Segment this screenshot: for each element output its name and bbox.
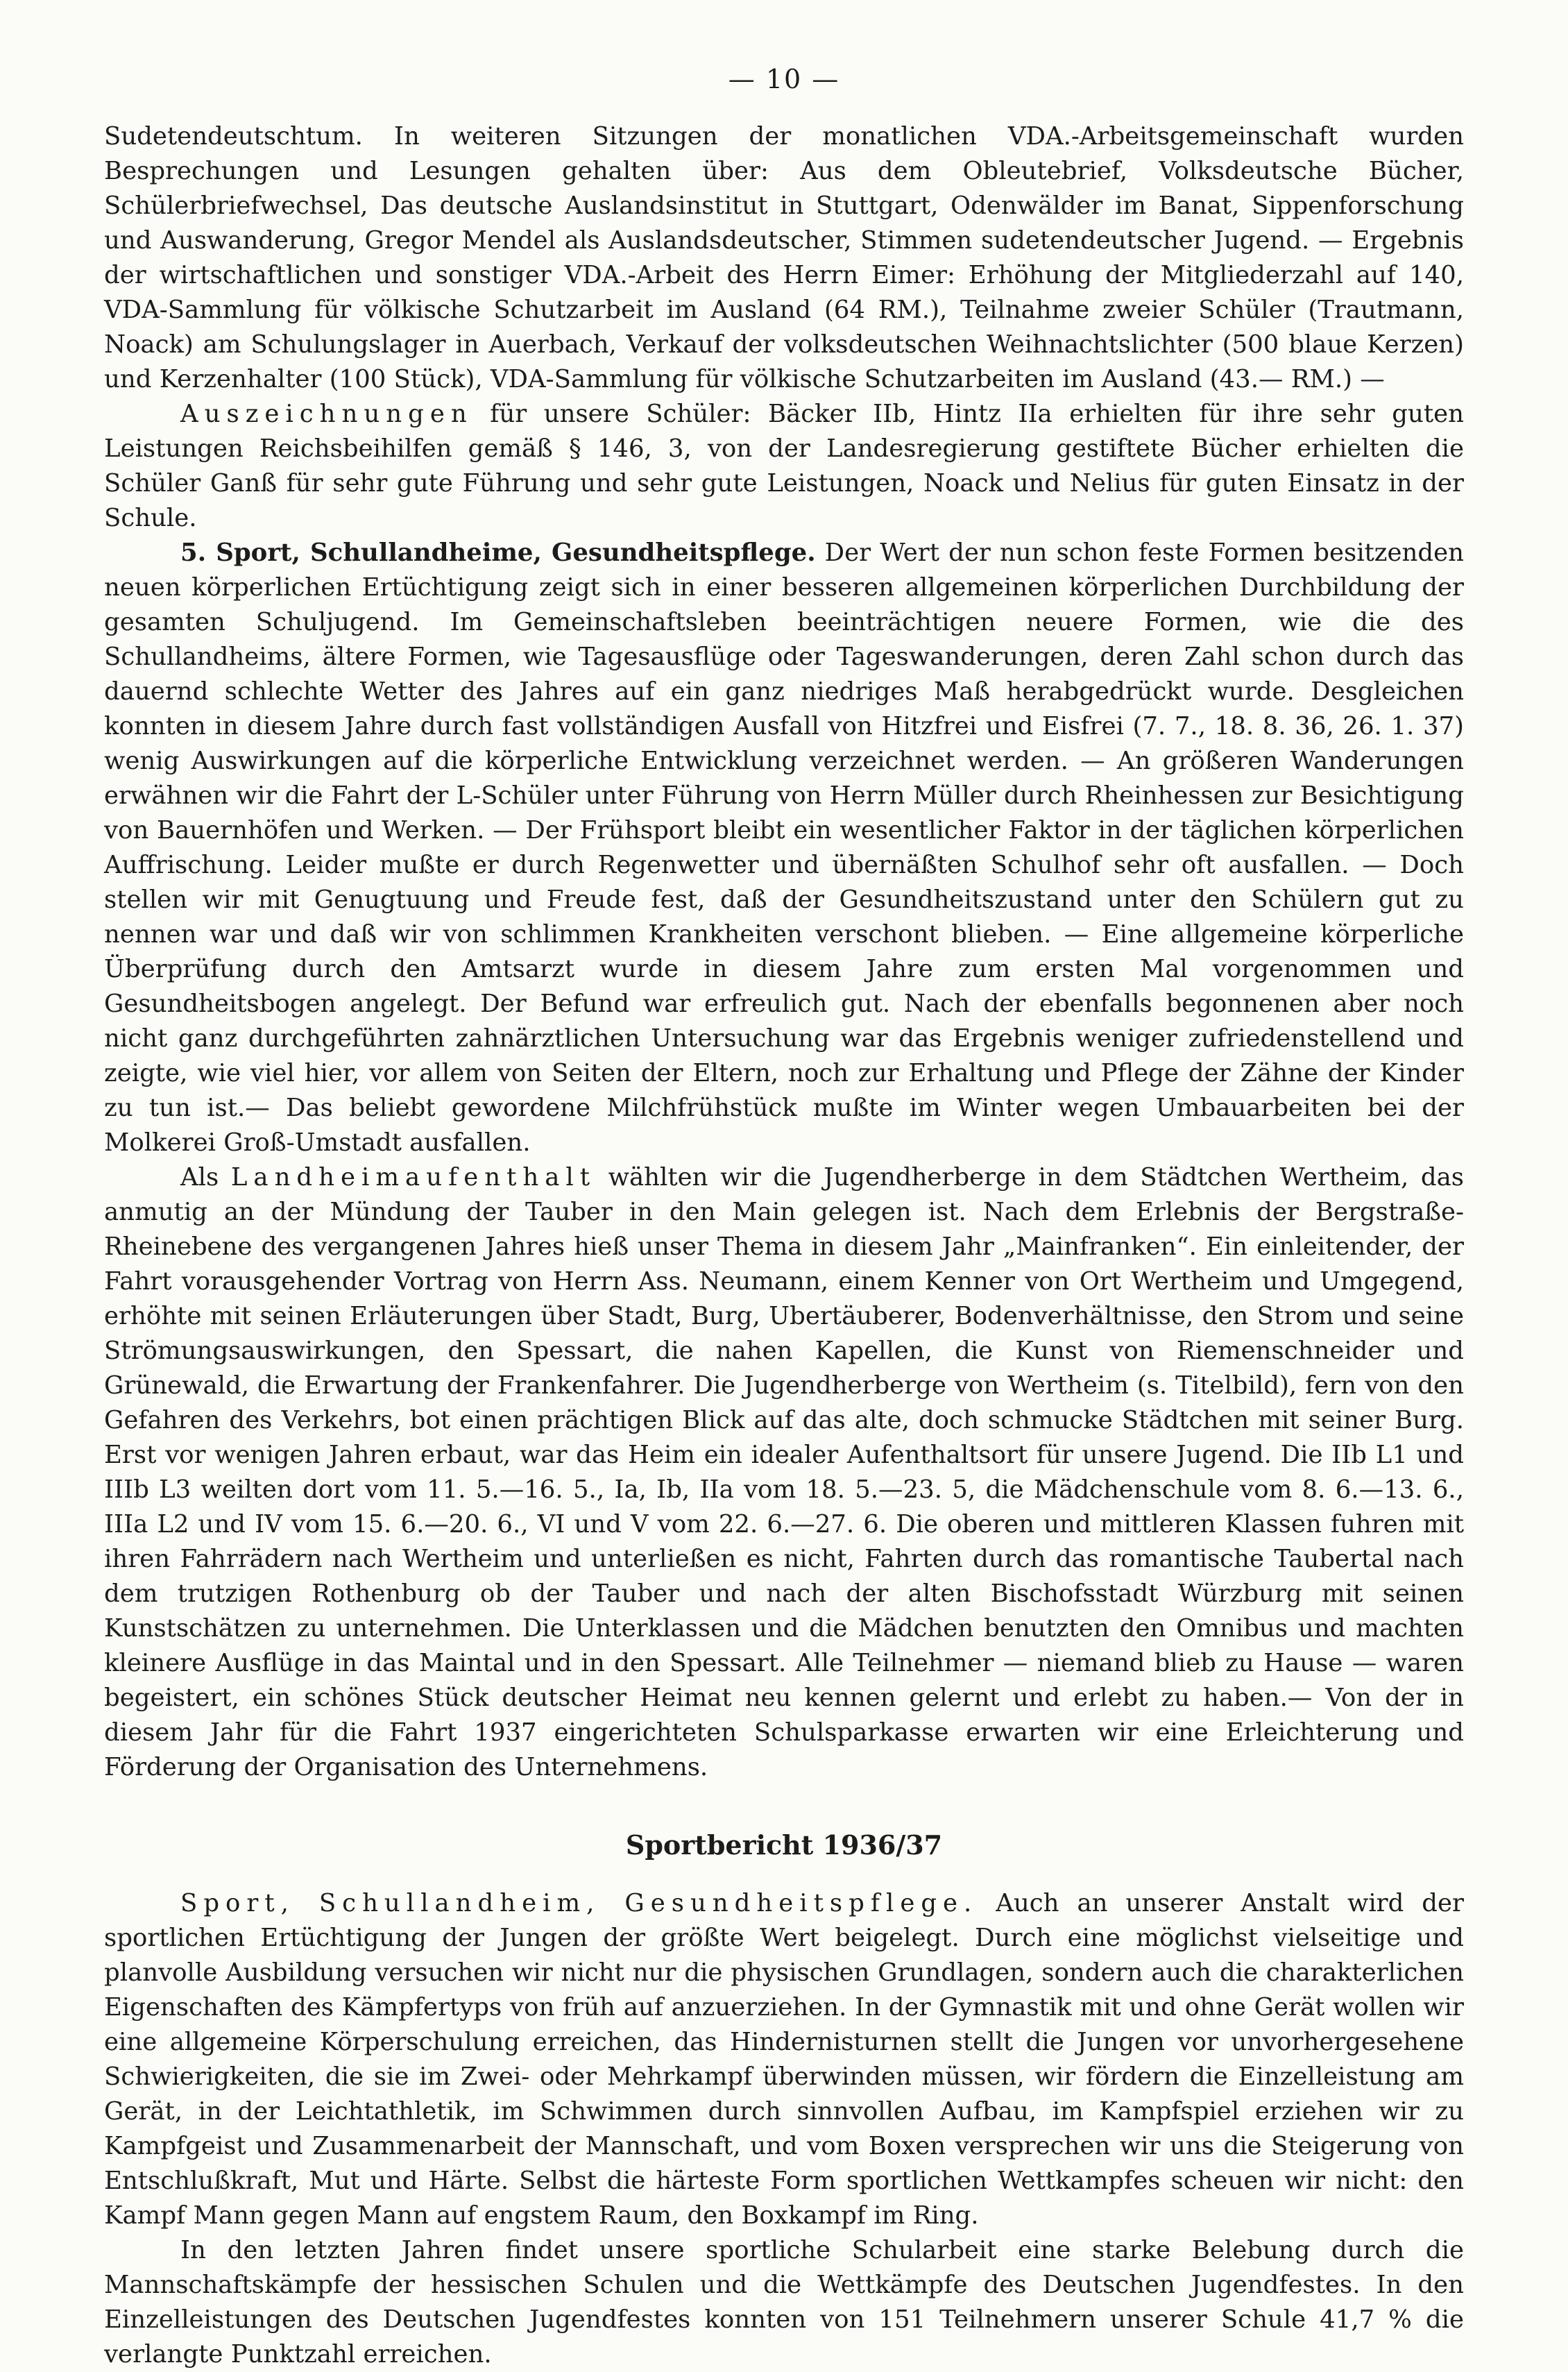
- section-title-sportbericht: Sportbericht 1936/37: [625, 1829, 943, 1861]
- landheim-text: wählten wir die Jugendherberge in dem Städtchen Wertheim, das anmutig an der Mündung der Tauber in den Main gelegen ist. Nach dem Erlebnis der Bergstraße-Rheinebene des vergangenen Jahres hieß unser Thema in diesem Jahr „Mainfranken“. Ein einleitender, der Fahrt vorausgehender Vortrag von Herrn Ass. Neumann, einem Kenner von Ort Wertheim und Umgegend, erhöhte mit seinen Erläuterungen über Stadt, Burg, Ubertäuberer, Bodenverhältnisse, den Strom und seine Strömungsauswirkungen, den Spessart, die nahen Kapellen, die Kunst von Riemenschneider und Grünewald, die Erwartung der Frankenfahrer. Die Jugendherberge von Wertheim (s. Titelbild), fern von den Gefahren des Verkehrs, bot einen prächtigen Blick auf das alte, doch schmucke Städtchen mit seiner Burg. Erst vor wenigen Jahren erbaut, war das Heim ein idealer Aufenthaltsort für unsere Jugend. Die IIb L1 und IIIb L3 weilten dort vom 11. 5.—16. 5., Ia, Ib, IIa vom 18. 5.—23. 5, die Mädchenschule vom 8. 6.—13. 6., IIIa L2 und IV vom 15. 6.—20. 6., VI und V vom 22. 6.—27. 6. Die oberen und mittleren Klassen fuhren mit ihren Fahrrädern nach Wertheim und unterließen es nicht, Fahrten durch das romantische Taubertal nach dem trutzigen Rothenburg ob der Tauber und nach der alten Bischofsstadt Würzburg mit seinen Kunstschätzen zu unternehmen. Die Unterklassen und die Mädchen benutzten den Omnibus und machten kleinere Ausflüge in das Maintal und in den Spessart. Alle Teilnehmer — niemand blieb zu Hause — waren begeistert, ein schönes Stück deutscher Heimat neu kennen gelernt und erlebt zu haben.— Von der in diesem Jahr für die Fahrt 1937 eingerichteten Schulsparkasse erwarten wir eine Erleichterung und Förderung der Organisation des Unternehmens.: [104, 1163, 1464, 1781]
- paragraph-youth-festival: [104, 2233, 1464, 2372]
- page-number: — 10 —: [728, 64, 840, 94]
- awards-text: für unsere Schüler: Bäcker IIb, Hintz IIa erhielten für ihre sehr guten Leistungen Reichsbeihilfen gemäß § 146, 3, von der Landesregierung gestiftete Bücher erhielten die Schüler Ganß für sehr gute Führung und sehr gute Leistungen, Noack und Nelius für guten Einsatz in der Schule.: [104, 400, 1464, 532]
- document-page: [104, 62, 1465, 2369]
- paragraph-vda-work-text: Sudetendeutschtum. In weiteren Sitzungen der monatlichen VDA.-Arbeitsgemeinschaft wurden Besprechungen und Lesungen gehalten über: Aus dem Obleutebrief, Volksdeutsche Bücher, Schülerbriefwechsel, Das deutsche Auslandsinstitut in Stuttgart, Odenwälder im Banat, Sippenforschung und Auswanderung, Gregor Mendel als Auslandsdeutscher, Stimmen sudetendeutscher Jugend. — Ergebnis der wirtschaftlichen und sonstiger VDA.-Arbeit des Herrn Eimer: Erhöhung der Mitgliederzahl auf 140, VDA-Sammlung für völkische Schutzarbeit im Ausland (64 RM.), Teilnahme zweier Schüler (Trautmann, Noack) am Schulungslager in Auerbach, Verkauf der volksdeutschen Weihnachtslichter (500 blaue Kerzen) und Kerzenhalter (100 Stück), VDA-Sammlung für völkische Schutzarbeiten im Ausland (43.— RM.) —: [104, 122, 1464, 393]
- sport-report-text: Auch an unserer Anstalt wird der sportlichen Ertüchtigung der Jungen der größte Wert beigelegt. Durch eine möglichst vielseitige und planvolle Ausbildung versuchen wir nicht nur die physischen Grundlagen, sondern auch die charakterlichen Eigenschaften des Kämpfertyps von früh auf anzuerziehen. In der Gymnastik mit und ohne Gerät wollen wir eine allgemeine Körperschulung erreichen, das Hindernisturnen stellt die Jungen vor unvorhergesehene Schwierigkeiten, die sie im Zwei- oder Mehrkampf überwinden müssen, wir fördern die Einzelleistung am Gerät, in der Leichtathletik, im Schwimmen durch sinnvollen Aufbau, im Kampfspiel erziehen wir zu Kampfgeist und Zusammenarbeit der Mannschaft, und vom Boxen versprechen wir uns die Steigerung von Entschlußkraft, Mut und Härte. Selbst die härteste Form sportlichen Wettkampfes scheuen wir nicht: den Kampf Mann gegen Mann auf engstem Raum, den Boxkampf im Ring.: [104, 1889, 1465, 2230]
- landheim-prefix: Als: [180, 1163, 231, 1192]
- sport-health-heading: 5. Sport, Schullandheime, Gesundheitspflege.: [180, 539, 816, 567]
- sport-health-text: Der Wert der nun schon feste Formen besitzenden neuen körperlichen Ertüchtigung zeigt sich in einer besseren allgemeinen körperlichen Durchbildung der gesamten Schuljugend. Im Gemeinschaftsleben beeinträchtigen neuere Formen, wie die des Schullandheims, ältere Formen, wie Tagesausflüge oder Tageswanderungen, deren Zahl schon durch das dauernd schlechte Wetter des Jahres auf ein ganz niedriges Maß herabgedrückt wurde. Desgleichen konnten in diesem Jahre durch fast vollständigen Ausfall von Hitzfrei und Eisfrei (7. 7., 18. 8. 36, 26. 1. 37) wenig Auswirkungen auf die körperliche Entwicklung verzeichnet werden. — An größeren Wanderungen erwähnen wir die Fahrt der L-Schüler unter Führung von Herrn Müller durch Rheinhessen zur Besichtigung von Bauernhöfen und Werken. — Der Frühsport bleibt ein wesentlicher Faktor in der täglichen körperlichen Auffrischung. Leider mußte er durch Regenwetter und übernäßten Schulhof sehr oft ausfallen. — Doch stellen wir mit Genugtuung und Freude fest, daß der Gesundheitszustand unter den Schülern gut zu nennen war und daß wir von schlimmen Krankheiten verschont blieben. — Eine allgemeine körperliche Überprüfung durch den Amtsarzt wurde in diesem Jahre zum ersten Mal vorgenommen und Gesundheitsbogen angelegt. Der Befund war erfreulich gut. Nach der ebenfalls begonnenen aber noch nicht ganz durchgeführten zahnärztlichen Untersuchung war das Ergebnis weniger zufriedenstellend und zeigte, wie viel hier, vor allem von Seiten der Eltern, noch zur Erhaltung und Pflege der Zähne der Kinder zu tun ist.— Das beliebt gewordene Milchfrühstück mußte im Winter wegen Umbauarbeiten bei der Molkerei Groß-Umstadt ausfallen.: [104, 539, 1464, 1157]
- paragraph-sport-health: [104, 536, 1464, 1160]
- awards-lead: Auszeichnungen: [180, 400, 473, 428]
- sport-report-lead: Sport, Schullandheim, Gesundheitspflege.: [180, 1889, 978, 1917]
- paragraph-vda-work: [104, 119, 1464, 397]
- landheim-lead: Landheimaufenthalt: [230, 1163, 596, 1192]
- paragraph-awards: [104, 397, 1464, 536]
- youth-festival-text: In den letzten Jahren findet unsere sportliche Schularbeit eine starke Belebung durch die Mannschaftskämpfe der hessischen Schulen und die Wettkämpfe des Deutschen Jugendfestes. In den Einzelleistungen des Deutschen Jugendfestes konnten von 151 Teilnehmern unserer Schule 41,7 % die verlangte Punktzahl erreichen.: [104, 2236, 1464, 2369]
- paragraph-sport-report: [104, 1886, 1464, 2233]
- paragraph-landheim: [104, 1160, 1464, 1785]
